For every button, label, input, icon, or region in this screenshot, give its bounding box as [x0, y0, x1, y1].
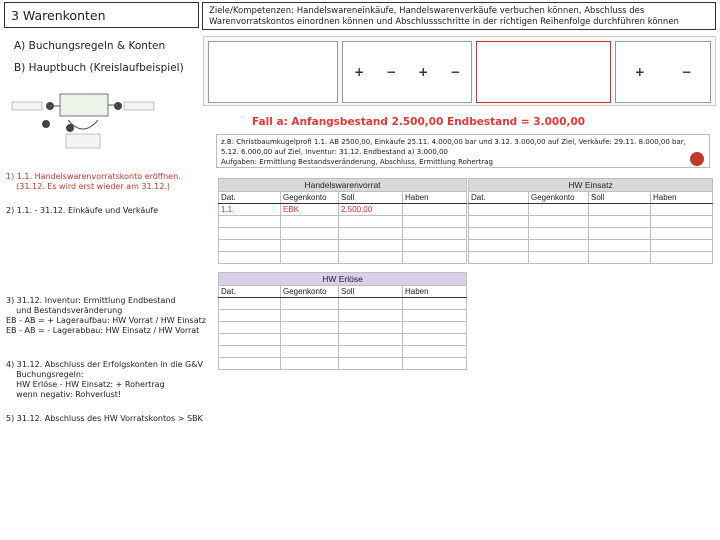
account-title: Handelswarenvorrat [219, 179, 467, 192]
col-counter-account: Gegenkonto [529, 192, 589, 204]
col-debit: Soll [589, 192, 651, 204]
example-line-1: z.B: Christbaumkugelprofi 1.1. AB 2500,00, Einkäufe 25.11. 4.000,00 bar und 3.12. 3.000,00 auf Ziel, Verkäufe: 29.11. 8.000,00 bar, 5.12. 6.000,00 auf Ziel, Inventur: 31.12. Endbestand a) 3.000,00 [221, 138, 686, 156]
cell[interactable] [403, 346, 467, 358]
cell[interactable] [403, 252, 467, 264]
cell[interactable] [219, 240, 281, 252]
cell[interactable] [651, 252, 713, 264]
chapter-title: 3 Warenkonten [4, 2, 199, 28]
cell[interactable] [219, 298, 281, 310]
col-credit: Haben [651, 192, 713, 204]
col-credit: Haben [403, 192, 467, 204]
cell[interactable] [281, 322, 339, 334]
cell[interactable] [219, 358, 281, 370]
cell[interactable] [219, 216, 281, 228]
cell[interactable] [529, 216, 589, 228]
cell[interactable] [339, 298, 403, 310]
account-hw-erloese [218, 272, 467, 370]
cell[interactable] [589, 240, 651, 252]
col-date: Dat. [219, 192, 281, 204]
ornament-icon [690, 152, 704, 166]
cell[interactable] [281, 240, 339, 252]
cell[interactable] [403, 334, 467, 346]
col-counter-account: Gegenkonto [281, 192, 339, 204]
cell[interactable] [339, 240, 403, 252]
cell[interactable] [281, 346, 339, 358]
mini-profit-table [476, 41, 611, 103]
step-1: 1) 1.1. Handelswarenvorratskonto eröffnen. (31.12. Es wird erst wieder am 31.12.) [6, 172, 181, 191]
cell-credit[interactable] [403, 204, 467, 216]
cell[interactable] [589, 228, 651, 240]
cell[interactable] [219, 310, 281, 322]
cell[interactable] [589, 204, 651, 216]
col-date: Dat. [219, 286, 281, 298]
account-hw-vorrat [218, 178, 467, 264]
cell[interactable] [403, 240, 467, 252]
section-b-label: B) Hauptbuch (Kreislaufbeispiel) [14, 62, 184, 74]
mini-t-accounts: + − + − [342, 41, 472, 103]
cell[interactable] [651, 216, 713, 228]
cell[interactable] [339, 228, 403, 240]
cell[interactable] [529, 252, 589, 264]
cell[interactable] [403, 216, 467, 228]
cell[interactable] [339, 216, 403, 228]
mini-balance-table [208, 41, 338, 103]
cell[interactable] [651, 240, 713, 252]
cell[interactable] [339, 358, 403, 370]
cell[interactable] [281, 298, 339, 310]
cell[interactable] [403, 322, 467, 334]
booking-rules-thumbnail [203, 36, 716, 106]
cell[interactable] [339, 334, 403, 346]
cell-debit[interactable]: 2.500,00 [339, 204, 403, 216]
step-2: 2) 1.1. - 31.12. Einkäufe und Verkäufe [6, 206, 159, 215]
booking-cycle-diagram [8, 80, 158, 162]
cell[interactable] [339, 252, 403, 264]
cell[interactable] [339, 310, 403, 322]
cell[interactable] [589, 216, 651, 228]
cell[interactable] [403, 358, 467, 370]
account-hw-einsatz [468, 178, 713, 264]
cell[interactable] [219, 322, 281, 334]
cell-counter-account[interactable]: EBK [281, 204, 339, 216]
col-debit: Soll [339, 192, 403, 204]
cell[interactable] [219, 346, 281, 358]
col-credit: Haben [403, 286, 467, 298]
cell[interactable] [281, 358, 339, 370]
cell[interactable] [339, 322, 403, 334]
mini-rules: + − [615, 41, 711, 103]
example-text [216, 134, 710, 168]
cell[interactable] [219, 252, 281, 264]
cell[interactable] [403, 228, 467, 240]
cell[interactable] [281, 310, 339, 322]
col-date: Dat. [469, 192, 529, 204]
col-counter-account: Gegenkonto [281, 286, 339, 298]
example-line-2: Aufgaben: Ermittlung Bestandsveränderung, Abschluss, Ermittlung Rohertrag [221, 158, 493, 166]
section-a-label: A) Buchungsregeln & Konten [14, 40, 166, 52]
step-3: 3) 31.12. Inventur: Ermittlung Endbestand und Bestandsveränderung EB - AB = + Lageraufbau: HW Vorrat / HW Einsatz EB - AB = - Lagerabbau: HW Einsatz / HW Vorrat [6, 296, 206, 335]
cell[interactable] [281, 252, 339, 264]
account-title: HW Einsatz [469, 179, 713, 192]
cell[interactable] [651, 204, 713, 216]
cell[interactable] [469, 216, 529, 228]
cell[interactable] [529, 204, 589, 216]
step-4: 4) 31.12. Abschluss der Erfolgskonten in die G&V Buchungsregeln: HW Erlöse - HW Einsatz: + Rohertrag wenn negativ: Rohverlust! [6, 360, 203, 399]
learning-goals: Ziele/Kompetenzen: Handelswareneinkäufe, Handelswarenverkäufe verbuchen können, Abschluss des Warenvorratskontos einordnen können und Abschlussschritte in der richtigen Reihenfolge durchführen können [202, 2, 716, 30]
cell[interactable] [219, 334, 281, 346]
col-debit: Soll [339, 286, 403, 298]
cell-date[interactable]: 1.1. [219, 204, 281, 216]
cell[interactable] [403, 310, 467, 322]
cell[interactable] [281, 216, 339, 228]
cell[interactable] [281, 334, 339, 346]
cell[interactable] [469, 252, 529, 264]
cell[interactable] [219, 228, 281, 240]
step-5: 5) 31.12. Abschluss des HW Vorratskontos > SBK [6, 414, 203, 423]
cell[interactable] [651, 228, 713, 240]
cell[interactable] [589, 252, 651, 264]
cell[interactable] [529, 240, 589, 252]
cell[interactable] [281, 228, 339, 240]
cell[interactable] [469, 204, 529, 216]
cell[interactable] [403, 298, 467, 310]
cell[interactable] [469, 240, 529, 252]
cell[interactable] [469, 228, 529, 240]
cell[interactable] [339, 346, 403, 358]
account-title: HW Erlöse [219, 273, 467, 286]
case-heading: Fall a: Anfangsbestand 2.500,00 Endbestand = 3.000,00 [252, 116, 586, 128]
cell[interactable] [529, 228, 589, 240]
